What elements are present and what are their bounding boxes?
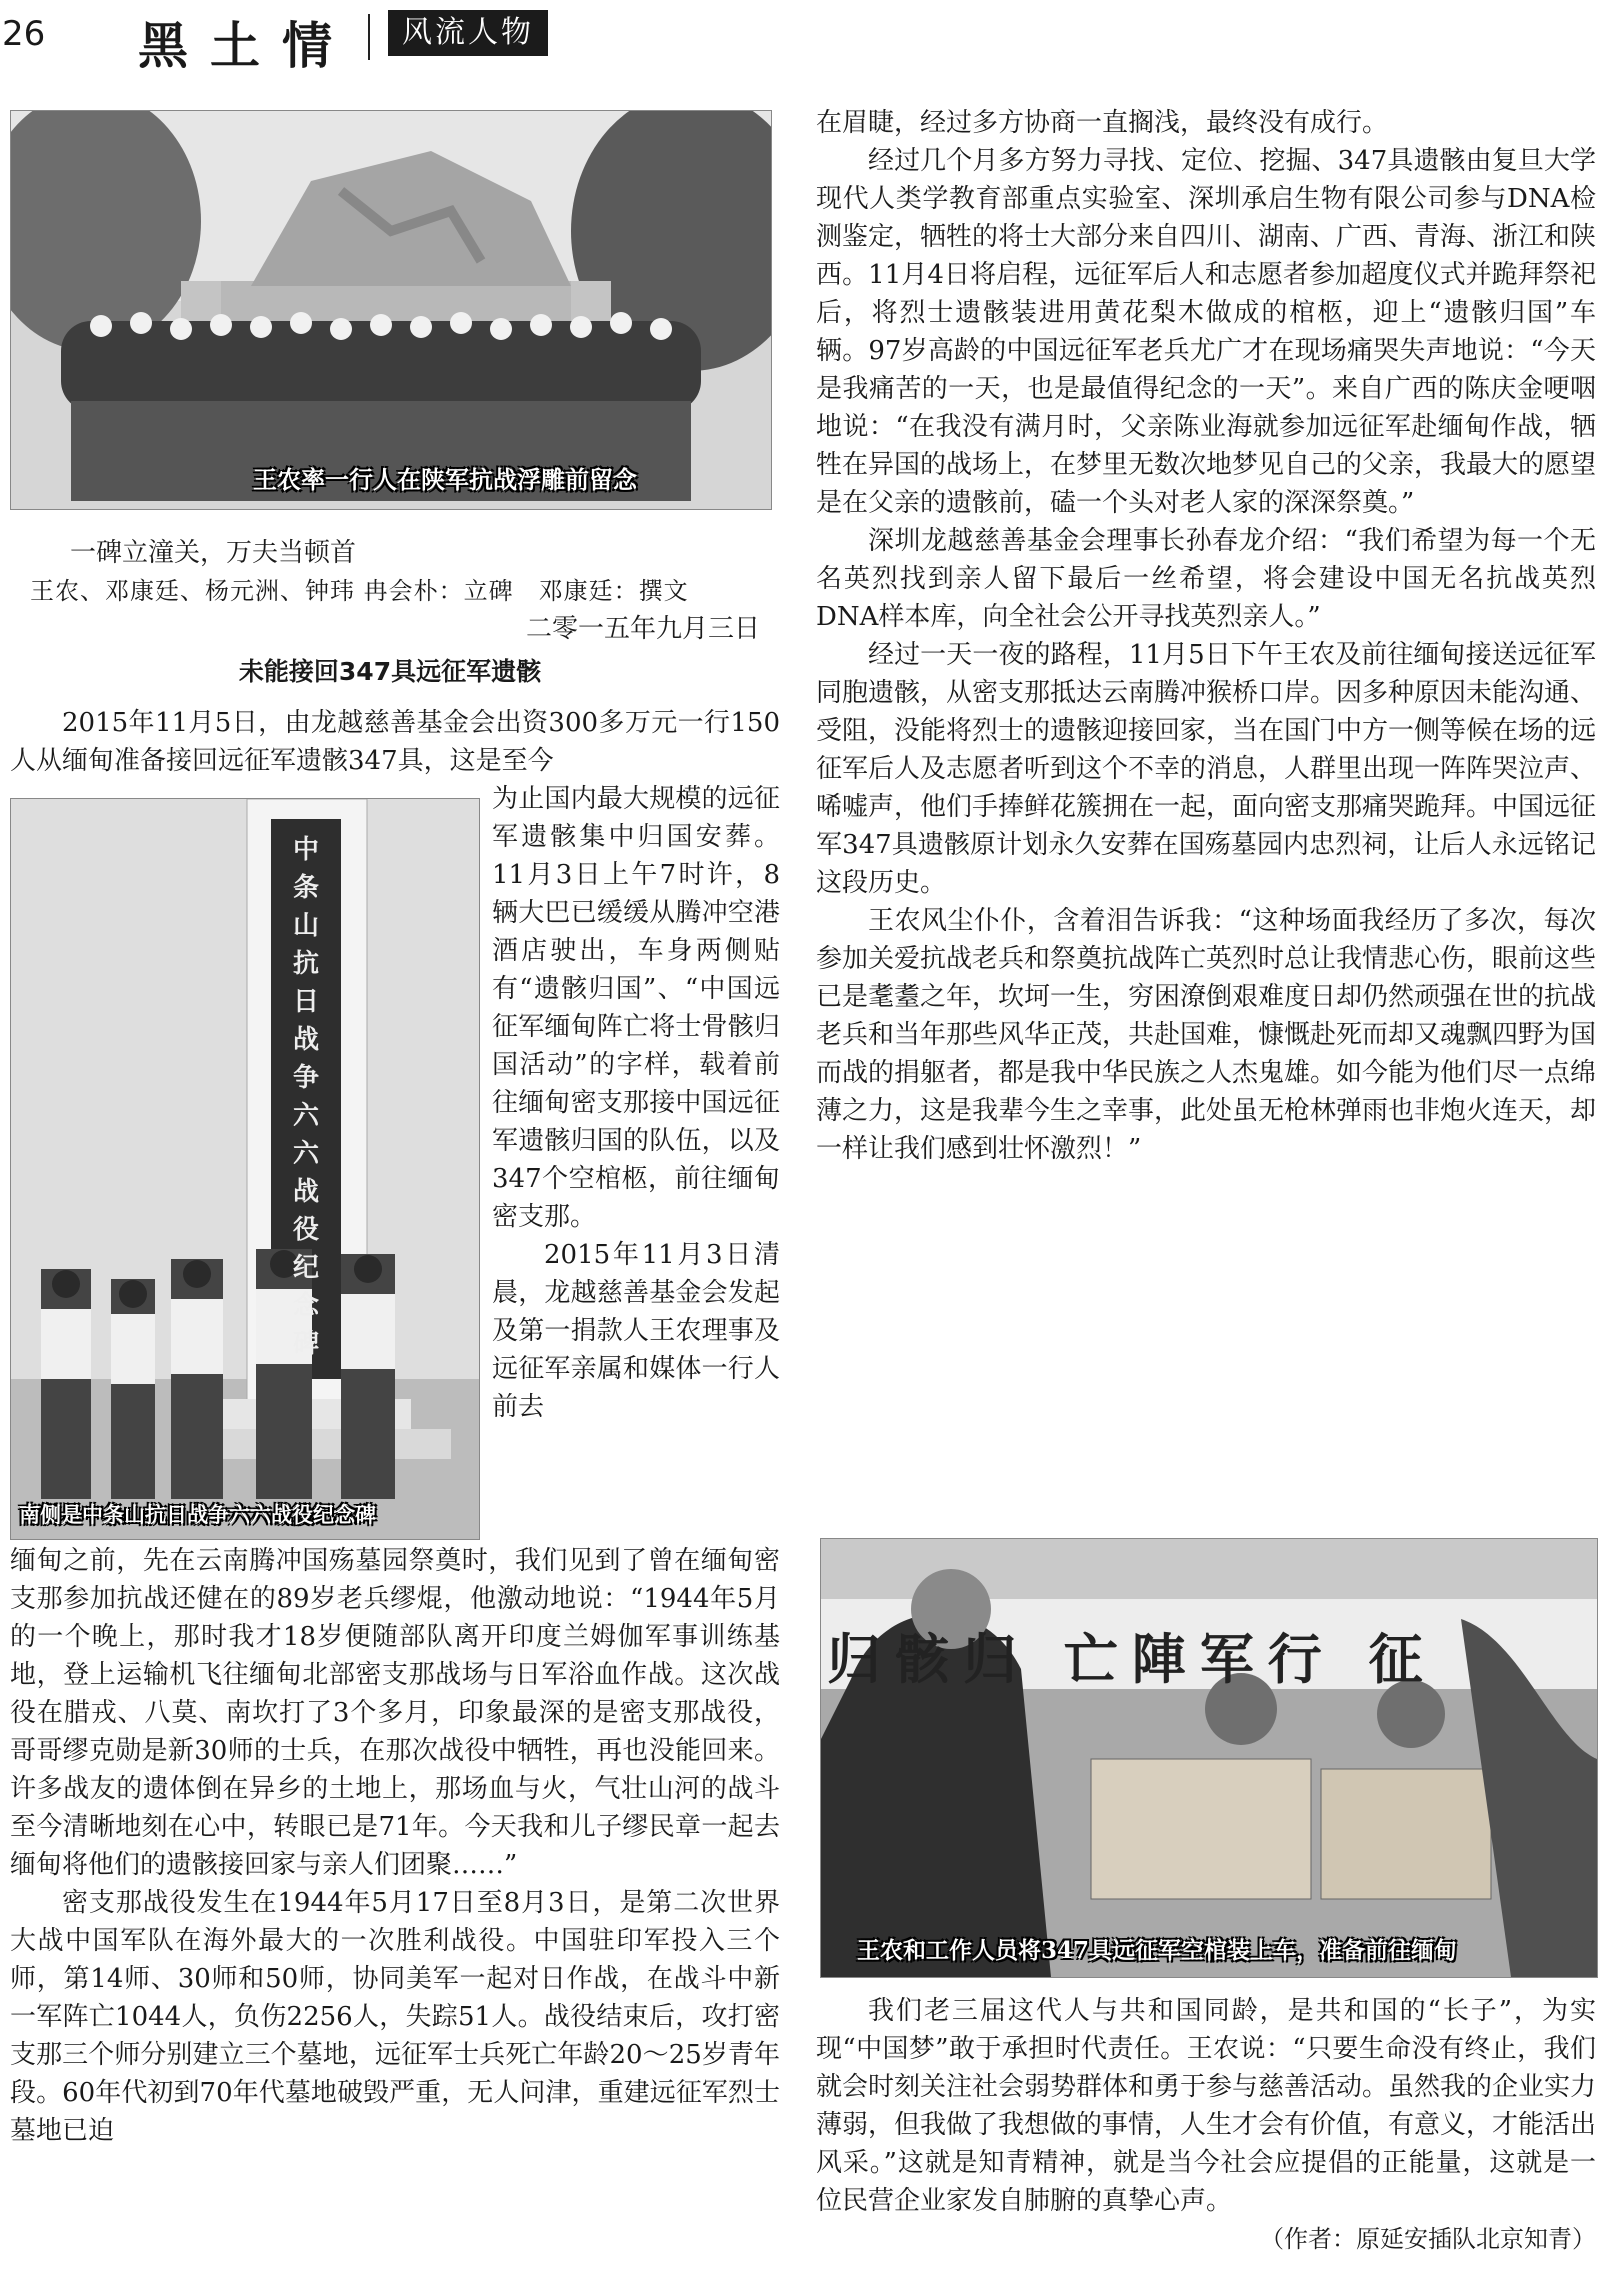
right-column-upper [816,104,1596,1524]
monument-photo [10,798,480,1540]
left-paragraph-bottom [10,1542,780,2296]
paragraph-text: 在眉睫，经过多方协商一直搁浅，最终没有成行。 [816,108,1389,138]
paragraph-text: 经过一天一夜的路程，11月5日下午王农及前往缅甸接送远征军同胞遗骸，从密支那抵达云南腾冲猴桥口岸。因多种原因未能沟通、受阻，没能将烈士的遗骸迎接回家，当在国门中方一侧等候在场的远征军后人及志愿者听到这个不幸的消息，人群里出现一阵阵哭泣声、唏嘘声，他们手捧鲜花簇拥在一起，面向密支那痛哭跪拜。中国远征军347具遗骸原计划永久安葬在国殇墓园内忠烈祠，让后人永远铭记这段历史。 [816,640,1596,898]
masthead-logo: 黑土情 [138,16,354,75]
loading-photo-image [821,1539,1597,1977]
monument-photo-image [11,799,479,1539]
monument-inscription: 中条山抗日战争六六战役纪念碑 [292,835,319,1359]
section-badge: 风流人物 [388,10,548,56]
right-column-lower [816,1992,1596,2296]
paragraph-text: 我们老三届这代人与共和国同龄，是共和国的“长子”，为实现“中国梦”敢于承担时代责任。王农说：“只要生命没有终止，我们就会时刻关注社会弱势群体和勇于参与慈善活动。虽然我的企业实力薄弱，但我做了我想做的事情，人生才会有价值，有意义，才能活出风采。”这就是知青精神，就是当今社会应提倡的正能量，这就是一位民营企业家发自肺腑的真挚心声。 [816,1996,1596,2216]
paragraph-text: 深圳龙越慈善基金会理事长孙春龙介绍：“我们希望为每一个无名英烈找到亲人留下最后一丝希望，将会建设中国无名抗战英烈DNA样本库，向全社会公开寻找英烈亲人。” [816,526,1596,632]
photo-caption: 王农和工作人员将347具远征军空棺装上车，准备前往缅甸 [857,1937,1458,1964]
poem-block [10,534,770,688]
paragraph-text: 2015年11月3日清晨，龙越慈善基金会发起及第一捐款人王农理事及远征军亲属和媒体一行人前去 [492,1240,780,1422]
photo-caption: 南侧是中条山抗日战争六六战役纪念碑 [19,1502,376,1527]
article-subhead: 未能接回347具远征军遗骸 [238,657,542,686]
group-photo-relief [10,110,772,510]
paragraph-text: 2015年11月5日，由龙越慈善基金会出资300多万元一行150人从缅甸准备接回远征军遗骸347具，这是至今 [10,708,780,776]
poem-title: 一碑立潼关，万夫当顿首 [70,538,357,568]
paragraph-text: 缅甸之前，先在云南腾冲国殇墓园祭奠时，我们见到了曾在缅甸密支那参加抗战还健在的89岁老兵缪焜，他激动地说：“1944年5月的一个晚上，那时我才18岁便随部队离开印度兰姆伽军事训练基地，登上运输机飞往缅甸北部密支那战场与日军浴血作战。这次战役在腊戎、八莫、南坎打了3个多月，印象最深的是密支那战役，哥哥缪克勋是新30师的士兵，在那次战役中牺牲，再也没能回来。许多战友的遗体倒在异乡的土地上，那场血与火，气壮山河的战斗至今清晰地刻在心中，转眼已是71年。今天我和儿子缪民章一起去缅甸将他们的遗骸接回家与亲人们团聚……” [10,1546,780,1880]
byline: （作者：原延安插队北京知青） [1260,2225,1596,2253]
poem-signatories: 王农、邓康廷、杨元洲、钟玮 冉会朴：立碑 邓康廷：撰文 [30,577,689,605]
paragraph-text: 密支那战役发生在1944年5月17日至8月3日，是第二次世界大战中国军队在海外最大的一次胜利战役。中国驻印军投入三个师，第14师、30师和50师，协同美军一起对日作战，在战斗中新一军阵亡1044人，负伤2256人，失踪51人。战役结束后，攻打密支那三个师分别建立三个墓地，远征军士兵死亡年龄20～25岁青年段。60年代初到70年代墓地破毁严重，无人问津，重建远征军烈士墓地已迫 [10,1888,780,2146]
loading-coffins-photo [820,1538,1598,1978]
paragraph-text: 经过几个月多方努力寻找、定位、挖掘、347具遗骸由复旦大学现代人类学教育部重点实验室、深圳承启生物有限公司参与DNA检测鉴定，牺牲的将士大部分来自四川、湖南、广西、青海、浙江和陕西。11月4日将启程，远征军后人和志愿者参加超度仪式并跪拜祭祀后，将烈士遗骸装进用黄花梨木做成的棺柩，迎上“遗骸归国”车辆。97岁高龄的中国远征军老兵尤广才在现场痛哭失声地说：“今天是我痛苦的一天，也是最值得纪念的一天”。来自广西的陈庆金哽咽地说：“在我没有满月时，父亲陈业海就参加远征军赴缅甸作战，牺牲在异国的战场上，在梦里无数次地梦见自己的父亲，我最大的愿望是在父亲的遗骸前，磕一个头对老人家的深深祭奠。” [816,146,1596,518]
bus-banner-text: 归骸归 亡陣军行 征 [827,1628,1437,1691]
page-number: 26 [2,14,46,54]
page-header [0,0,1600,75]
header-divider [368,14,370,60]
left-paragraph-1-top [10,704,780,780]
photo-caption: 王农率一行人在陕军抗战浮雕前留念 [253,465,637,494]
poem-date: 二零一五年九月三日 [525,614,760,644]
left-paragraph-narrow [492,780,780,1540]
paragraph-text: 为止国内最大规模的远征军遗骸集中归国安葬。11月3日上午7时许，8辆大巴已缓缓从腾冲空港酒店驶出，车身两侧贴有“遗骸归国”、“中国远征军缅甸阵亡将士骨骸归国活动”的字样，载着前往缅甸密支那接中国远征军遗骸归国的队伍，以及347个空棺柩，前往缅甸密支那。 [492,784,780,1232]
paragraph-text: 王农风尘仆仆，含着泪告诉我：“这种场面我经历了多次，每次参加关爱抗战老兵和祭奠抗战阵亡英烈时总让我情悲心伤，眼前这些已是耄耋之年，坎坷一生，穷困潦倒艰难度日却仍然顽强在世的抗战老兵和当年那些风华正茂，共赴国难，慷慨赴死而却又魂飘四野为国而战的捐躯者，都是我中华民族之人杰鬼雄。如今能为他们尽一点绵薄之力，这是我辈今生之幸事，此处虽无枪林弹雨也非炮火连天，却一样让我们感到壮怀激烈！” [816,906,1596,1164]
group-photo-image [11,111,771,509]
